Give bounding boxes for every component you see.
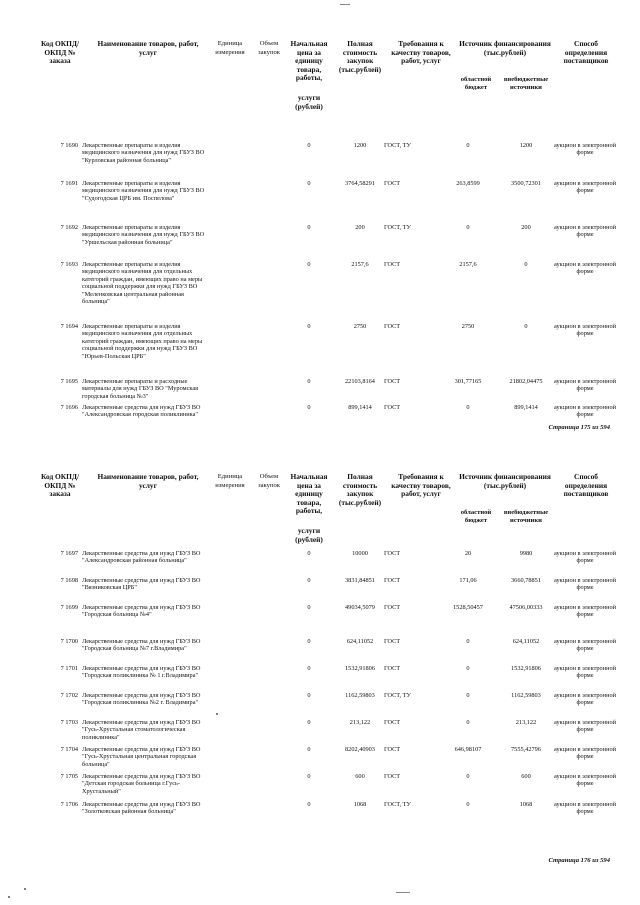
scan-dot (24, 888, 26, 890)
row-method: аукцион в электронной форме (554, 142, 616, 157)
row-requirements: ГОСТ (384, 638, 401, 645)
row-code: 7 1706 (60, 801, 78, 808)
row-requirements: ГОСТ, ТУ (384, 142, 411, 149)
row-price: 0 (307, 638, 311, 645)
row-name: Лекарственные средства для нужд ГБУЗ ВО "Городская больница №7 г.Владимира" (82, 638, 201, 653)
header-name: Наименование товаров, работ, услуг (97, 472, 199, 490)
row-federal: 1200 (519, 142, 533, 149)
row-method: аукцион в электронной форме (554, 604, 616, 619)
header-price: Начальная цена за единицу товара, работы, (290, 472, 328, 516)
row-code: 7 1701 (60, 665, 78, 672)
row-regional: 0 (466, 692, 470, 699)
row-federal: 200 (521, 224, 531, 231)
row-regional: 0 (466, 801, 470, 808)
page-footer-175: Страница 175 из 594 (548, 424, 610, 431)
row-regional: 0 (466, 665, 470, 672)
row-federal: 899,1414 (514, 404, 538, 411)
row-price: 0 (307, 323, 311, 330)
header-volume: Объем закупок (258, 40, 280, 56)
row-full-cost: 213,122 (349, 719, 371, 726)
row-requirements: ГОСТ (384, 323, 401, 330)
page-175-table (38, 40, 616, 435)
row-price: 0 (307, 180, 311, 187)
row-regional: 0 (466, 224, 470, 231)
row-requirements: ГОСТ (384, 378, 401, 385)
row-name: Лекарственные препараты и изделия медицинского назначения для отдельных категорий граждан, имеющих право на меры социальной поддержки для нужд ГБУЗ ВО "Меленковская центральная районная больница" (82, 261, 203, 306)
row-method: аукцион в электронной форме (554, 692, 616, 707)
row-price: 0 (307, 142, 311, 149)
row-federal: 3660,78851 (511, 577, 541, 584)
header-full-cost: Полная стоимость закупок (тыс.рублей) (338, 472, 382, 507)
header-price: Начальная цена за единицу товара, работы, (290, 39, 328, 83)
row-full-cost: 8202,40903 (345, 746, 375, 753)
row-name: Лекарственные средства для нужд ГБУЗ ВО "Городская больница №4" (82, 604, 201, 619)
row-name: Лекарственные препараты и изделия медицинского назначения для нужд ГБУЗ ВО "Курловская районная больница" (82, 142, 205, 164)
row-method: аукцион в электронной форме (554, 746, 616, 761)
header-code: Код ОКПД/ ОКПД № заказа (40, 39, 80, 66)
header-name: Наименование товаров, работ, услуг (97, 39, 199, 57)
header-source: Источник финансирования (тыс.рублей) (459, 39, 551, 57)
row-federal: 1068 (519, 801, 533, 808)
row-full-cost: 3831,84851 (345, 577, 375, 584)
row-method: аукцион в электронной форме (554, 638, 616, 653)
row-full-cost: 624,11052 (346, 638, 374, 645)
row-code: 7 1693 (60, 261, 78, 268)
row-regional: 0 (466, 638, 470, 645)
row-full-cost: 600 (355, 773, 365, 780)
row-code: 7 1704 (60, 746, 78, 753)
scan-mark-top (340, 4, 350, 5)
row-full-cost: 3764,58291 (345, 180, 375, 187)
row-federal: 0 (524, 261, 528, 268)
row-requirements: ГОСТ (384, 577, 401, 584)
row-requirements: ГОСТ (384, 746, 401, 753)
row-full-cost: 49034,5079 (345, 604, 375, 611)
row-full-cost: 2750 (353, 323, 367, 330)
row-regional: 263,8599 (456, 180, 480, 187)
row-federal: 9980 (519, 550, 533, 557)
row-requirements: ГОСТ (384, 180, 401, 187)
row-code: 7 1695 (60, 378, 78, 385)
row-federal: 0 (524, 323, 528, 330)
row-code: 7 1691 (60, 180, 78, 187)
row-regional: 301,77165 (454, 378, 482, 385)
row-price: 0 (307, 801, 311, 808)
row-full-cost: 1068 (353, 801, 367, 808)
row-regional: 20 (464, 550, 472, 557)
row-price: 0 (307, 577, 311, 584)
row-regional: 0 (466, 142, 470, 149)
row-name: Лекарственные препараты и изделия медицинского назначения для нужд ГБУЗ ВО "Уршельская районная больница" (82, 224, 205, 246)
row-federal: 47506,00333 (509, 604, 543, 611)
header-method: Способ определения поставщиков (563, 39, 609, 66)
row-code: 7 1698 (60, 577, 78, 584)
row-requirements: ГОСТ (384, 550, 401, 557)
row-method: аукцион в электронной форме (554, 773, 616, 788)
row-code: 7 1705 (60, 773, 78, 780)
header-unit: Единица измерения (215, 473, 245, 489)
row-price: 0 (307, 224, 311, 231)
header-requirements: Требования к качеству товаров, работ, услуг (391, 39, 451, 66)
row-requirements: ГОСТ, ТУ (384, 224, 411, 231)
row-regional: 2157,6 (459, 261, 477, 268)
row-full-cost: 1200 (353, 142, 367, 149)
page-footer-176: Страница 176 из 594 (548, 857, 610, 864)
row-price: 0 (307, 665, 311, 672)
row-regional: 0 (466, 719, 470, 726)
row-regional: 0 (466, 773, 470, 780)
row-federal: 600 (521, 773, 531, 780)
page-176-table (38, 473, 616, 868)
row-method: аукцион в электронной форме (554, 550, 616, 565)
row-price: 0 (307, 378, 311, 385)
row-method: аукцион в электронной форме (554, 801, 616, 816)
row-name: Лекарственные средства для нужд ГБУЗ ВО "Гусь-Хрустальная центральная городская больница" (82, 746, 201, 768)
row-full-cost: 10000 (352, 550, 368, 557)
row-method: аукцион в электронной форме (554, 180, 616, 195)
row-price: 0 (307, 773, 311, 780)
row-code: 7 1703 (60, 719, 78, 726)
row-name: Лекарственные средства для нужд ГБУЗ ВО "Александровская районная больница" (82, 550, 201, 565)
row-regional: 0 (466, 404, 470, 411)
row-full-cost: 22103,8164 (345, 378, 375, 385)
row-method: аукцион в электронной форме (554, 719, 616, 734)
row-price: 0 (307, 746, 311, 753)
header-full-cost: Полная стоимость закупок (тыс.рублей) (338, 39, 382, 74)
scan-dot (216, 713, 218, 715)
row-full-cost: 200 (355, 224, 365, 231)
row-full-cost: 2157,6 (351, 261, 369, 268)
header-unit: Единица измерения (215, 40, 245, 56)
row-federal: 3500,72301 (511, 180, 541, 187)
row-regional: 2750 (461, 323, 475, 330)
row-federal: 1162,59803 (511, 692, 541, 699)
header-federal: внебюджетные источники (503, 76, 549, 91)
row-name: Лекарственные препараты и изделия медицинского назначения для отдельных категорий граждан, имеющих право на меры социальной поддержки для нужд ГБУЗ ВО "Юрьев-Польская ЦРБ" (82, 323, 203, 360)
row-requirements: ГОСТ (384, 773, 401, 780)
row-price: 0 (307, 692, 311, 699)
row-method: аукцион в электронной форме (554, 323, 616, 338)
row-method: аукцион в электронной форме (554, 665, 616, 680)
row-federal: 21802,04475 (509, 378, 543, 385)
row-requirements: ГОСТ (384, 404, 401, 411)
row-code: 7 1690 (60, 142, 78, 149)
row-price: 0 (307, 404, 311, 411)
row-requirements: ГОСТ, ТУ (384, 801, 411, 808)
header-price2: услуги (рублей) (295, 93, 323, 111)
row-method: аукцион в электронной форме (554, 224, 616, 239)
row-name: Лекарственные средства для нужд ГБУЗ ВО "Александровская городская поликлиника" (82, 404, 201, 419)
scan-mark-bottom (396, 892, 410, 893)
row-code: 7 1694 (60, 323, 78, 330)
row-method: аукцион в электронной форме (554, 577, 616, 592)
row-full-cost: 1162,59803 (345, 692, 375, 699)
header-code: Код ОКПД/ ОКПД № заказа (40, 472, 80, 499)
row-name: Лекарственные средства для нужд ГБУЗ ВО "Городская поликлиника № 1 г.Владимира" (82, 665, 201, 680)
row-name: Лекарственные средства для нужд ГБУЗ ВО "Гусь-Хрустальная стоматологическая поликлиника" (82, 719, 201, 741)
row-requirements: ГОСТ, ТУ (384, 692, 411, 699)
row-federal: 7555,42796 (511, 746, 541, 753)
row-code: 7 1699 (60, 604, 78, 611)
row-requirements: ГОСТ (384, 604, 401, 611)
header-volume: Объем закупок (258, 473, 280, 489)
row-price: 0 (307, 604, 311, 611)
header-regional: областной бюджет (460, 76, 492, 91)
row-name: Лекарственные препараты и изделия медицинского назначения для нужд ГБУЗ ВО "Судогодская ЦРБ им. Поспелова" (82, 180, 205, 202)
row-regional: 171,06 (459, 577, 477, 584)
header-price2: услуги (рублей) (295, 526, 323, 544)
row-requirements: ГОСТ (384, 261, 401, 268)
row-method: аукцион в электронной форме (554, 378, 616, 393)
row-requirements: ГОСТ (384, 719, 401, 726)
row-regional: 1528,50457 (453, 604, 483, 611)
header-regional: областной бюджет (460, 509, 492, 524)
header-method: Способ определения поставщиков (563, 472, 609, 499)
row-price: 0 (307, 261, 311, 268)
row-code: 7 1697 (60, 550, 78, 557)
row-code: 7 1696 (60, 404, 78, 411)
scan-dot (8, 896, 10, 898)
row-name: Лекарственные средства для нужд ГБУЗ ВО "Вязниковская ЦРБ" (82, 577, 201, 592)
row-code: 7 1702 (60, 692, 78, 699)
row-code: 7 1700 (60, 638, 78, 645)
row-name: Лекарственные средства для нужд ГБУЗ ВО "Детская городская больница г.Гусь-Хрустальный" (82, 773, 201, 795)
row-federal: 624,11052 (512, 638, 540, 645)
row-requirements: ГОСТ (384, 665, 401, 672)
row-code: 7 1692 (60, 224, 78, 231)
header-source: Источник финансирования (тыс.рублей) (459, 472, 551, 490)
row-federal: 1532,91806 (511, 665, 541, 672)
row-method: аукцион в электронной форме (554, 404, 616, 419)
row-federal: 213,122 (515, 719, 537, 726)
row-price: 0 (307, 719, 311, 726)
row-method: аукцион в электронной форме (554, 261, 616, 276)
row-price: 0 (307, 550, 311, 557)
header-requirements: Требования к качеству товаров, работ, услуг (391, 472, 451, 499)
row-name: Лекарственные препараты и расходные материалы для нужд ГБУЗ ВО "Муромская городская больница №3" (82, 378, 199, 400)
row-full-cost: 899,1414 (348, 404, 372, 411)
row-regional: 646,98107 (454, 746, 482, 753)
row-name: Лекарственные средства для нужд ГБУЗ ВО "Городская поликлиника №2 г. Владимира" (82, 692, 201, 707)
row-full-cost: 1532,91806 (345, 665, 375, 672)
row-name: Лекарственные средства для нужд ГБУЗ ВО "Золотковская районная больница" (82, 801, 201, 816)
header-federal: внебюджетные источники (503, 509, 549, 524)
